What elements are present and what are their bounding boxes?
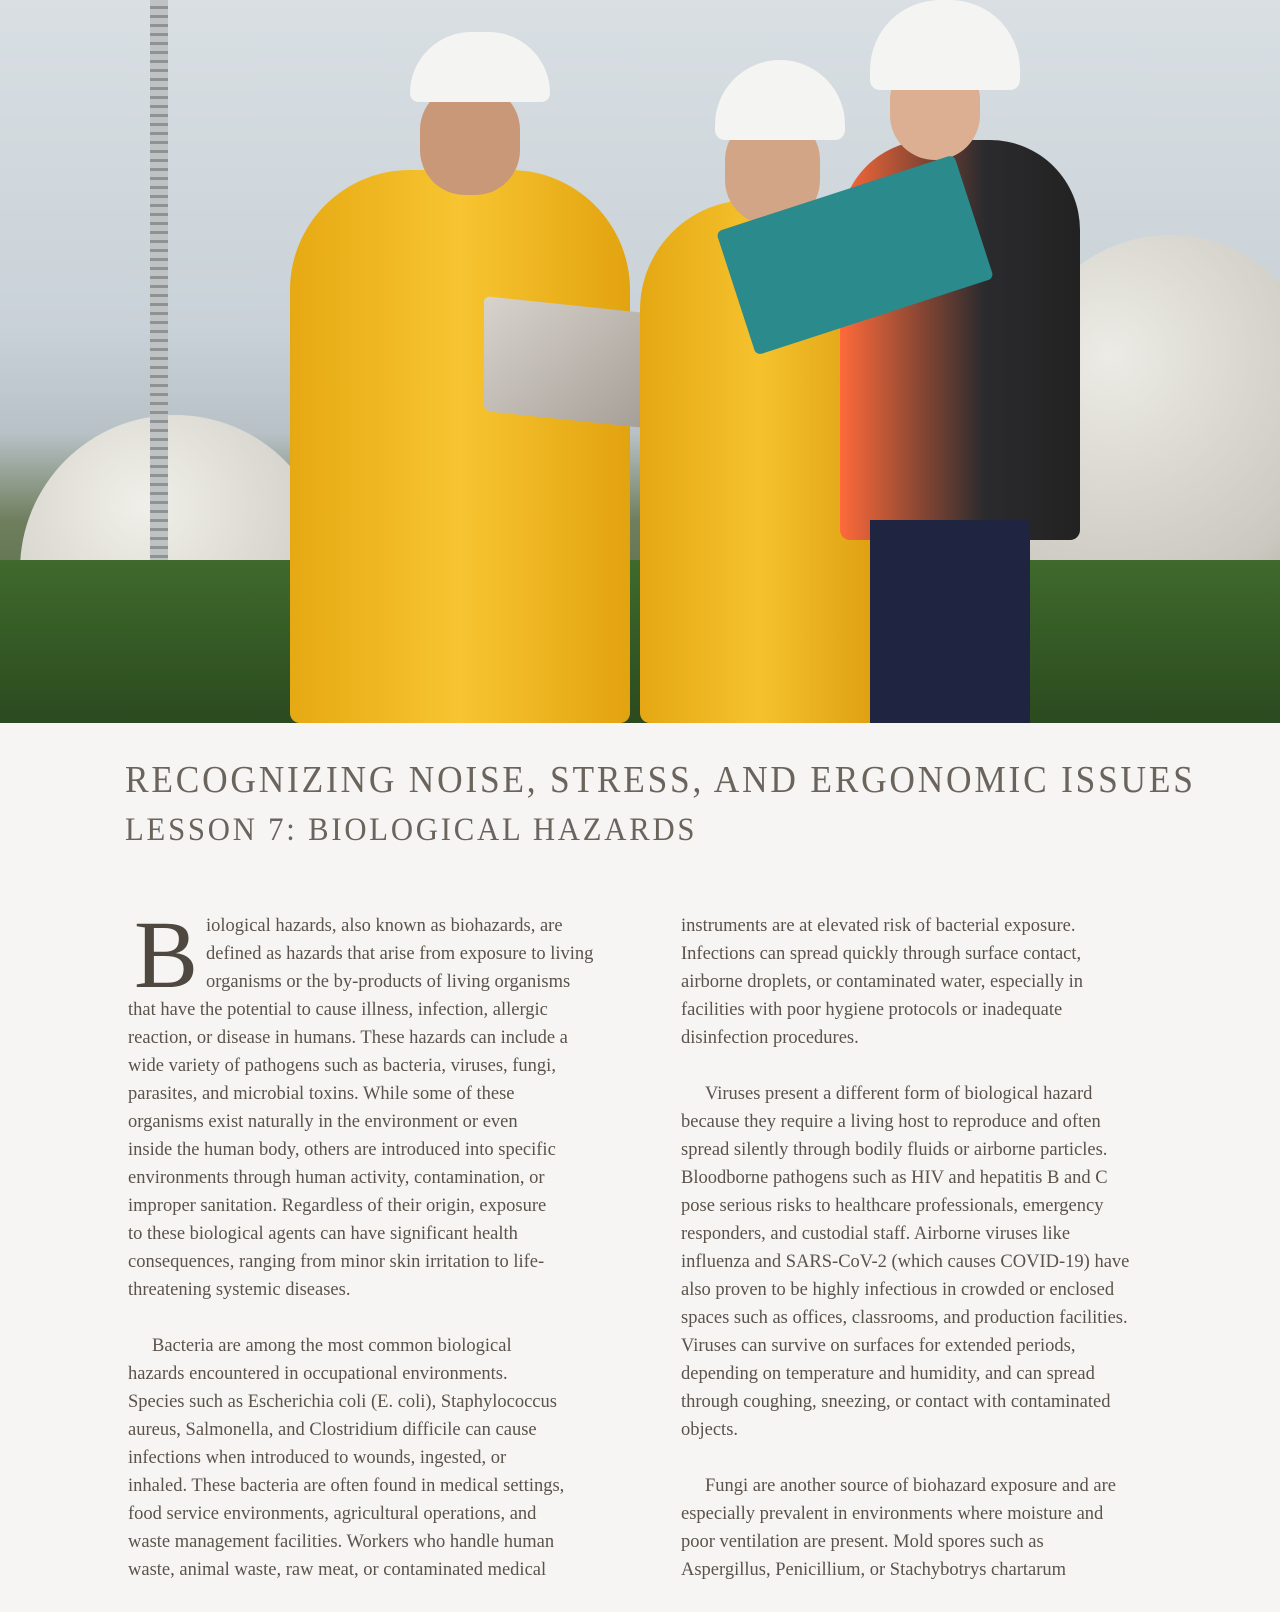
text-line: organisms exist naturally in the environment or even [128,1112,518,1132]
hard-hat-right [870,0,1020,90]
text-line: infections when introduced to wounds, ingested, or [128,1448,507,1468]
text-line: waste, animal waste, raw meat, or contaminated medical [128,1560,547,1580]
text-line: inside the human body, others are introduced into specific [128,1140,556,1160]
text-line: instruments are at elevated risk of bacterial exposure. [681,916,1076,936]
text-line: threatening systemic diseases. [128,1280,351,1300]
laptop [484,296,654,429]
hard-hat-left [410,32,550,102]
paragraph-viruses [681,1080,1161,1444]
text-line: hazards encountered in occupational environments. [128,1364,508,1384]
text-line: food service environments, agricultural operations, and [128,1504,537,1524]
text-line: waste management facilities. Workers who handle human [128,1532,555,1552]
text-line: Viruses present a different form of biological hazard [705,1084,1093,1104]
paragraph-bacteria [128,1332,608,1584]
paragraph-intro [128,901,608,1304]
text-line: Fungi are another source of biohazard exposure and are [705,1476,1116,1496]
text-line: defined as hazards that arise from exposure to living [206,944,594,964]
text-line: parasites, and microbial toxins. While some of these [128,1084,515,1104]
text-line: through coughing, sneezing, or contact with contaminated [681,1392,1111,1412]
text-line: Viruses can survive on surfaces for extended periods, [681,1336,1076,1356]
text-line: environments through human activity, contamination, or [128,1168,545,1188]
text-line: Bloodborne pathogens such as HIV and hepatitis B and C [681,1168,1108,1188]
worker-right-pants [870,520,1030,723]
text-line: facilities with poor hygiene protocols or inadequate [681,1000,1063,1020]
hard-hat-middle [715,60,845,140]
text-line: iological hazards, also known as biohazards, are [206,916,563,936]
drop-cap: B [134,901,199,1008]
hero-photo [0,0,1280,723]
text-line: organisms or the by-products of living organisms [206,972,571,992]
text-line: objects. [681,1420,739,1440]
text-line: aureus, Salmonella, and Clostridium difficile can cause [128,1420,537,1440]
text-line: because they require a living host to reproduce and often [681,1112,1101,1132]
text-line: especially prevalent in environments where moisture and [681,1504,1104,1524]
paragraph-fungi [681,1472,1161,1584]
text-line: reaction, or disease in humans. These hazards can include a [128,1028,568,1048]
left-column [128,901,608,1612]
text-line: improper sanitation. Regardless of their origin, exposure [128,1196,547,1216]
text-line: responders, and custodial staff. Airborne viruses like [681,1224,1071,1244]
text-line: airborne droplets, or contaminated water, especially in [681,972,1083,992]
text-line: influenza and SARS-CoV-2 (which causes COVID-19) have [681,1252,1130,1272]
text-line: depending on temperature and humidity, and can spread [681,1364,1095,1384]
text-line: to these biological agents can have significant health [128,1224,518,1244]
text-line: disinfection procedures. [681,1028,859,1048]
page-title: RECOGNIZING NOISE, STRESS, AND ERGONOMIC ISSUES [125,759,1196,801]
text-line: Species such as Escherichia coli (E. coli), Staphylococcus [128,1392,557,1412]
text-line: Infections can spread quickly through surface contact, [681,944,1082,964]
text-line: inhaled. These bacteria are often found in medical settings, [128,1476,565,1496]
text-line: also proven to be highly infectious in crowded or enclosed [681,1280,1115,1300]
text-line: Bacteria are among the most common biological [152,1336,512,1356]
lesson-subtitle: LESSON 7: BIOLOGICAL HAZARDS [125,812,698,848]
text-line: wide variety of pathogens such as bacteria, viruses, fungi, [128,1056,556,1076]
worker-left-suit [290,170,630,723]
paragraph-bacteria-cont [681,912,1161,1052]
text-line: Aspergillus, Penicillium, or Stachybotrys chartarum [681,1560,1067,1580]
right-column [681,912,1161,1612]
text-line: pose serious risks to healthcare professionals, emergency [681,1196,1104,1216]
text-line: that have the potential to cause illness, infection, allergic [128,1000,548,1020]
text-line: spread silently through bodily fluids or airborne particles. [681,1140,1108,1160]
text-line: consequences, ranging from minor skin irritation to life- [128,1252,545,1272]
lattice-tower [150,0,168,560]
text-line: spaces such as offices, classrooms, and production facilities. [681,1308,1128,1328]
text-line: poor ventilation are present. Mold spores such as [681,1532,1044,1552]
